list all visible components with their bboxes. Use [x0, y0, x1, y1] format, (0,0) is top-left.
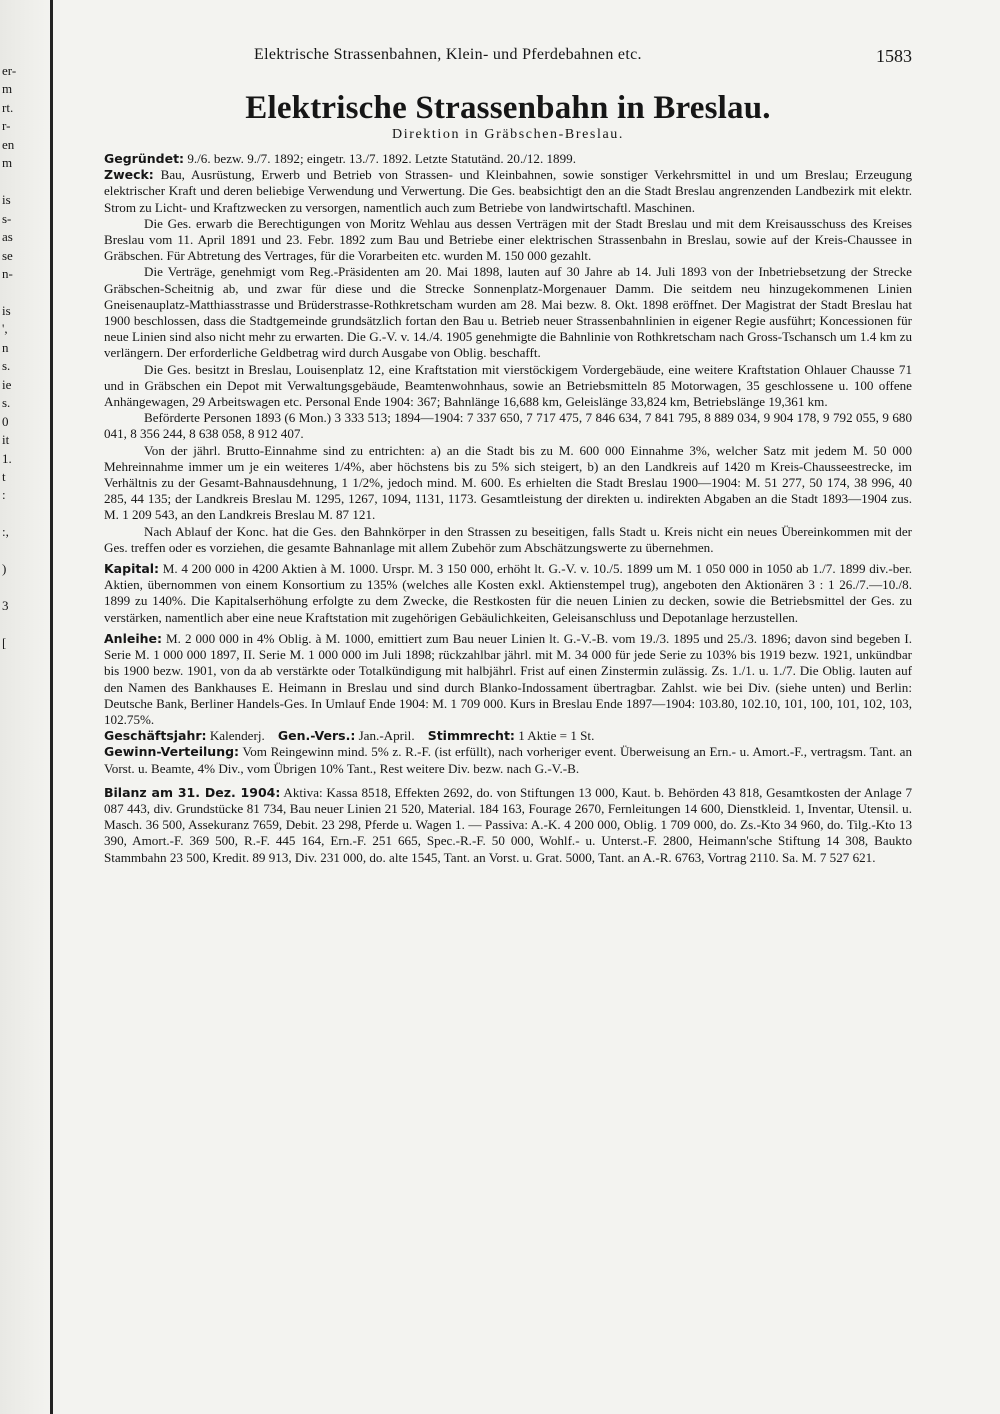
label-zweck: Zweck: — [104, 167, 154, 183]
text-anleihe: M. 2 000 000 in 4% Oblig. à M. 1000, emittiert zum Bau neuer Linien lt. G.-V.-B. vom 19./3. 1895 und 25./3. 1896; davon sind begeben I. Serie M. 1 000 000 1897, II. Serie M. 1 000 000 im Juli 1898; rückzahlbar jährl. mit M. 34 000 für jede Serie zu 103% bis 1919 bezw. 1921, unkündbar bis 1900 bezw. 1901, von da ab verstärkte oder Totalkündigung mit halbjährl. Frist auf einen Zinstermin zulässig. Zs. 1./1. u. 1./7. Die Oblig. lauten auf den Namen des Bankhauses E. Heimann in Breslau und sind durch Blanko-Indossament übertragbar. Zahlst. wie bei Div. (siehe unten) und Berlin: Deutsche Bank, Berliner Handels-Ges. In Umlauf Ende 1904: M. 1 709 000. Kurs in Breslau Ende 1897—1904: 103.80, 102.10, 101, 100, 101, 102, 103, 102.75%. — [104, 630, 912, 727]
text-kapital: M. 4 200 000 in 4200 Aktien à M. 1000. Urspr. M. 3 150 000, erhöht lt. G.-V. v. 10./5. 1899 um M. 1 050 000 in 1050 ab 1./7. 1899 div.-ber. Aktien, übernommen von einem Konsortium zu 135% (welches alle Kosten exkl. Aktienstempel trug), angeboten den Aktionären 3 : 1 26./7.—10./8. 1899 zu 140%. Die Kapitalserhöhung erfolgte zu dem Zwecke, die Restkosten für die neuen Linien zu decken, sowie die Betriebsmittel der Ges. zu verstärken, namentlich aber eine neue Kraftstation mit zugehörigen Gebäulichkeiten, Geleisanschluss und Depotanlage herzustellen. — [104, 561, 912, 625]
label-kapital: Kapital: — [104, 561, 160, 577]
label-anleihe: Anleihe: — [104, 630, 162, 646]
text-gewinn-verteilung: Vom Reingewinn mind. 5% z. R.-F. (ist erfüllt), nach vorheriger event. Überweisung an Ern.- u. Amort.-F., vertragsm. Tant. an Vorst. u. Beamte, 4% Div., vom Übrigen 10% Tant., Rest weitere Div. bezw. nach G.-V.-B. — [104, 744, 912, 776]
text-stimmrecht: 1 Aktie = 1 St. — [514, 728, 595, 744]
label-gegruendet: Gegründet: — [104, 151, 185, 166]
label-stimmrecht: Stimmrecht: — [427, 728, 515, 744]
label-bilanz: Bilanz am 31. Dez. 1904: — [104, 784, 281, 800]
article-title: Elektrische Strassenbahn in Breslau. — [245, 90, 771, 126]
running-header — [104, 42, 912, 72]
paragraph-besitzt: Die Ges. besitzt in Breslau, Louisenplatz 12, eine Kraftstation mit vierstöckigem Vordergebäude, eine weitere Kraftstation Ohlauer Chausse 71 und in Gräbschen ein Depot mit Verwaltungsgebäude, Beamtenwohnhaus, sowie an Betriebsmitteln 85 Motorwagen, 35 geschlossene u. 100 offene Anhängewagen, 29 Arbeitswagen etc. Personal Ende 1904: 367; Bahnlänge 16,688 km, Geleislänge 33,824 km, Betriebslänge 19,361 km. — [104, 361, 912, 410]
text-geschaeftsjahr: Kalenderj. — [206, 728, 265, 744]
label-gewinn-verteilung: Gewinn-Verteilung: — [104, 744, 240, 760]
paragraph-erwarb: Die Ges. erwarb die Berechtigungen von Moritz Wehlau aus dessen Verträgen mit der Stadt Breslau und mit dem Kreisausschuss des Kreises Breslau vom 11. April 1891 und 23. Febr. 1892 zum Bau und Betriebe einer elektrischen Strassenbahn in Breslau, sowie auf der Kreis-Chaussee in Gräbschen. Für Abtretung des Vertrages, für die Vorarbeiten etc. wurden M. 150 000 gezahlt. — [104, 215, 912, 264]
paragraph-einnahme: Von der jährl. Brutto-Einnahme sind zu entrichten: a) an die Stadt bis zu M. 600 000 Einnahme 3%, welcher Satz mit jedem M. 50 000 Mehreinnahme immer um je ein weiteres 1/4%, aber höchstens bis zu 5% sich steigert, b) an den Landkreis auf 1420 m Kreis-Chausseestrecke, im Verhältnis zu der Gesamt-Bahnausdehnung, 1 1/2%, jedoch mind. M. 600. Es erhielten die Stadt Breslau 1900—1904: M. 51 277, 50 174, 38 996, 40 285, 44 135; der Landkreis Breslau M. 1295, 1267, 1094, 1131, 1173. Gesamtleistung der direkten u. indirekten Abgaben an die Stadt 1893—1904 zus. M. 1 209 543, an den Landkreis Breslau M. 87 121. — [104, 442, 912, 523]
article-body — [104, 151, 912, 866]
facing-page-fragment: er- m rt. r- en m is s- as se n- is ', n s. ie s. 0 it 1. t : :, ) 3 [ — [2, 63, 17, 651]
text-gegruendet: 9./6. bezw. 9./7. 1892; eingetr. 13./7. 1892. Letzte Statutänd. 20./12. 1899. — [184, 151, 576, 166]
section-bilanz — [104, 785, 912, 866]
label-geschaeftsjahr: Geschäftsjahr: — [104, 728, 207, 744]
text-gen-vers: Jan.-April. — [355, 728, 415, 744]
section-kapital — [104, 561, 912, 626]
paragraph-befoerderte: Beförderte Personen 1893 (6 Mon.) 3 333 513; 1894—1904: 7 337 650, 7 717 475, 7 846 634, 7 841 795, 8 889 034, 9 904 178, 9 792 055, 9 680 041, 8 356 244, 8 638 058, 8 912 407. — [104, 410, 912, 442]
article-subtitle: Direktion in Gräbschen-Breslau. — [392, 127, 624, 142]
section-geschaeftsjahr — [104, 728, 912, 744]
page-number: 1583 — [876, 46, 912, 66]
section-gewinn-verteilung — [104, 744, 912, 776]
text-bilanz: Aktiva: Kassa 8518, Effekten 2692, do. von Stiftungen 13 000, Kaut. b. Behörden 43 818, Gesamtkosten der Anlage 7 087 443, div. Grundstücke 81 734, Bau neuer Linien 21 520, Material. 184 163, Fourage 2670, Fernleitungen 14 600, Dienstkleid. 1, Inventar, Utensil. u. Masch. 36 500, Assekuranz 7659, Debit. 23 298, Pferde u. Wagen 1. — Passiva: A.-K. 4 200 000, Oblig. 1 709 000, do. Zs.-Kto 34 960, do. Tilg.-Kto 13 390, Amort.-F. 369 500, R.-F. 445 164, Ern.-F. 251 665, Spec.-R.-F. 50 000, Wohlf.- u. Unterst.-F. 2800, Heimann'sche Stiftung 14 308, Baukto Stammbahn 23 500, Kredit. 89 913, Div. 231 000, do. alte 1545, Tant. an Vorst. u. Grat. 5000, Tant. an A.-R. 6763, Vortrag 2110. Sa. M. 7 527 621. — [104, 784, 912, 865]
section-gegruendet — [104, 151, 912, 167]
text-zweck: Bau, Ausrüstung, Erwerb und Betrieb von Strassen- und Kleinbahnen, sowie sonstiger Verkehrsmittel in und um Breslau; Erzeugung elektrischer Kraft und deren beliebige Verwendung und Verwertung. Die Ges. beabsichtigt den an die Stadt Breslau angrenzenden Landbezirk mit elektr. Strom zu Licht- und Kraftzwecken zu versorgen, namentlich auch zum Betriebe von landwirtschaftl. Maschinen. — [104, 167, 912, 215]
document-page — [104, 42, 912, 866]
paragraph-vertraege: Die Verträge, genehmigt vom Reg.-Präsidenten am 20. Mai 1898, lauten auf 30 Jahre ab 14. Juli 1893 von der Inbetriebsetzung der Strecke Gräbschen-Scheitnig ab, und zwar für diese und die Strecke Sonnenplatz-Morgenauer Damm. Die seitdem neu hinzugekommenen Linien Gneisenauplatz-Matthiasstrasse und Brüderstrasse-Rothkretscham wurden am 28. Mai bezw. 8. Okt. 1898 eröffnet. Der Magistrat der Stadt Breslau hat 1900 beschlossen, dass die Stadtgemeinde grundsätzlich fortan den Bau u. Betrieb neuer Strassenbahnlinien in eigener Regie ausführt; Koncessionen für neue Linien sind also nicht mehr zu erwarten. Die G.-V. v. 14./4. 1905 genehmigte die Bahnlinie von Rothkretscham nach Gross-Tschansch um 1.4 km zu verlängern. Der erforderliche Geldbetrag wird durch Ausgabe von Oblig. beschafft. — [104, 264, 912, 361]
gutter-rule — [50, 0, 53, 1414]
section-anleihe — [104, 631, 912, 728]
label-gen-vers: Gen.-Vers.: — [277, 728, 356, 744]
section-zweck — [104, 167, 912, 216]
running-title: Elektrische Strassenbahnen, Klein- und Pferdebahnen etc. — [254, 46, 642, 63]
paragraph-ablauf: Nach Ablauf der Konc. hat die Ges. den Bahnkörper in den Strassen zu beseitigen, falls Stadt u. Kreis nicht ein neues Übereinkommen mit der Ges. treffen oder es vorziehen, die gesamte Bahnanlage mit allem Zubehör zum Abschätzungswerte zu übernehmen. — [104, 523, 912, 555]
